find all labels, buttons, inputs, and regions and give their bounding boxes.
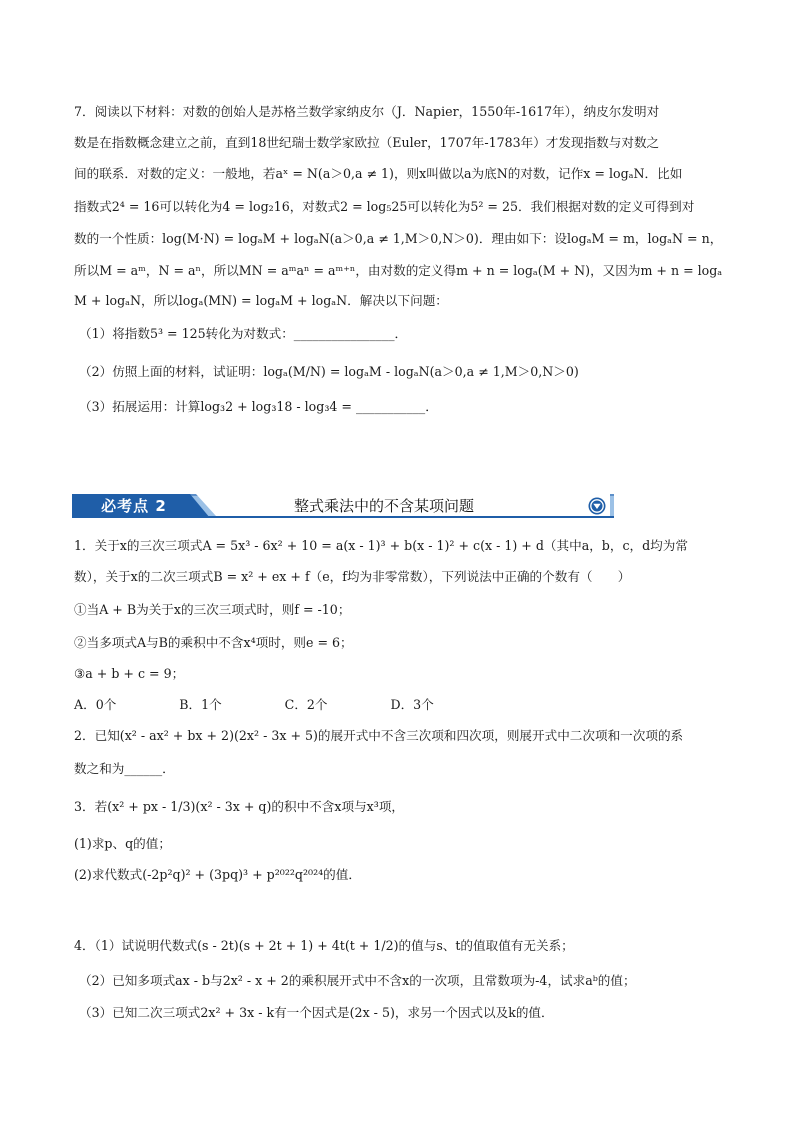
problem-3-line-1: 3．若(x² + px - 1/3)(x² - 3x + q)的积中不含x项与x³项， [74, 799, 405, 814]
problem-1-line-2: 数），关于x的二次三项式B = x² + ex + f（e，f均为非零常数），下列说法中正确的个数有（ ） [74, 569, 631, 584]
problem-1-option-2: ②当多项式A与B的乘积中不含x⁴项时，则e = 6； [74, 635, 353, 650]
chevron-down-circle-icon [588, 497, 606, 515]
problem-1-option-1: ①当A + B为关于x的三次三项式时，则f = -10； [74, 602, 351, 617]
section-banner [72, 494, 614, 518]
problem-1-choices: A．0个 B．1个 C．2个 D．3个 [74, 697, 434, 712]
problem-3-part-2: (2)求代数式(-2p²q)² + (3pq)³ + p²⁰²²q²⁰²⁴的值． [74, 867, 361, 882]
problem-7-line-6: 所以M = aᵐ，N = aⁿ，所以MN = aᵐaⁿ = aᵐ⁺ⁿ，由对数的定义得m + n = logₐ(M + N)，又因为m + n = logₐ [74, 263, 723, 278]
problem-3-part-1: (1)求p、q的值； [74, 836, 171, 851]
problem-7-line-5: 数的一个性质：log(M·N) = logₐM + logₐN(a＞0,a ≠ 1,M＞0,N＞0)．理由如下：设logₐM = m，logₐN = n， [74, 231, 723, 246]
problem-4-part-1: 4．（1）试说明代数式(s - 2t)(s + 2t + 1) + 4t(t + 1/2)的值与s、t的值取值有无关系； [74, 938, 574, 953]
problem-7-line-1: 7．阅读以下材料：对数的创始人是苏格兰数学家纳皮尔（J．Napier，1550年-1617年），纳皮尔发明对 [74, 104, 660, 119]
problem-1-option-3: ③a + b + c = 9； [74, 666, 185, 681]
problem-1-line-1: 1．关于x的三次三项式A = 5x³ - 6x² + 10 = a(x - 1)³ + b(x - 1)² + c(x - 1) + d（其中a，b，c，d均为常 [74, 538, 688, 553]
problem-4-part-2: （2）已知多项式ax - b与2x² - x + 2的乘积展开式中不含x的一次项，且常数项为-4，试求aᵇ的值； [79, 973, 636, 988]
problem-7-line-4: 指数式2⁴ = 16可以转化为4 = log₂16，对数式2 = log₅25可以转化为5² = 25．我们根据对数的定义可得到对 [74, 199, 695, 214]
section-title: 整式乘法中的不含某项问题 [294, 497, 475, 515]
problem-7-part-1: （1）将指数5³ = 125转化为对数式：________________． [79, 326, 408, 341]
problem-2-line-1: 2．已知(x² - ax² + bx + 2)(2x² - 3x + 5)的展开式中不含三次项和四次项，则展开式中二次项和一次项的系 [74, 728, 684, 743]
section-label: 必考点 2 [101, 497, 167, 515]
problem-7-line-2: 数是在指数概念建立之前，直到18世纪瑞士数学家欧拉（Euler，1707年-1783年）才发现指数与对数之 [74, 135, 660, 150]
problem-4-part-3: （3）已知二次三项式2x² + 3x - k有一个因式是(2x - 5)，求另一个因式以及k的值． [79, 1005, 554, 1020]
problem-7-part-2: （2）仿照上面的材料，试证明：logₐ(M/N) = logₐM - logₐN(a＞0,a ≠ 1,M＞0,N＞0) [79, 364, 579, 379]
problem-7-line-7: M + logₐN，所以logₐ(MN) = logₐM + logₐN．解决以下问题： [74, 293, 448, 308]
problem-7-part-3: （3）拓展运用：计算log₃2 + log₃18 - log₃4 = ___________． [79, 399, 438, 414]
problem-7-line-3: 间的联系．对数的定义：一般地，若aˣ = N(a＞0,a ≠ 1)，则x叫做以a为底N的对数，记作x = logₐN．比如 [74, 166, 683, 181]
problem-2-line-2: 数之和为______． [74, 761, 175, 776]
